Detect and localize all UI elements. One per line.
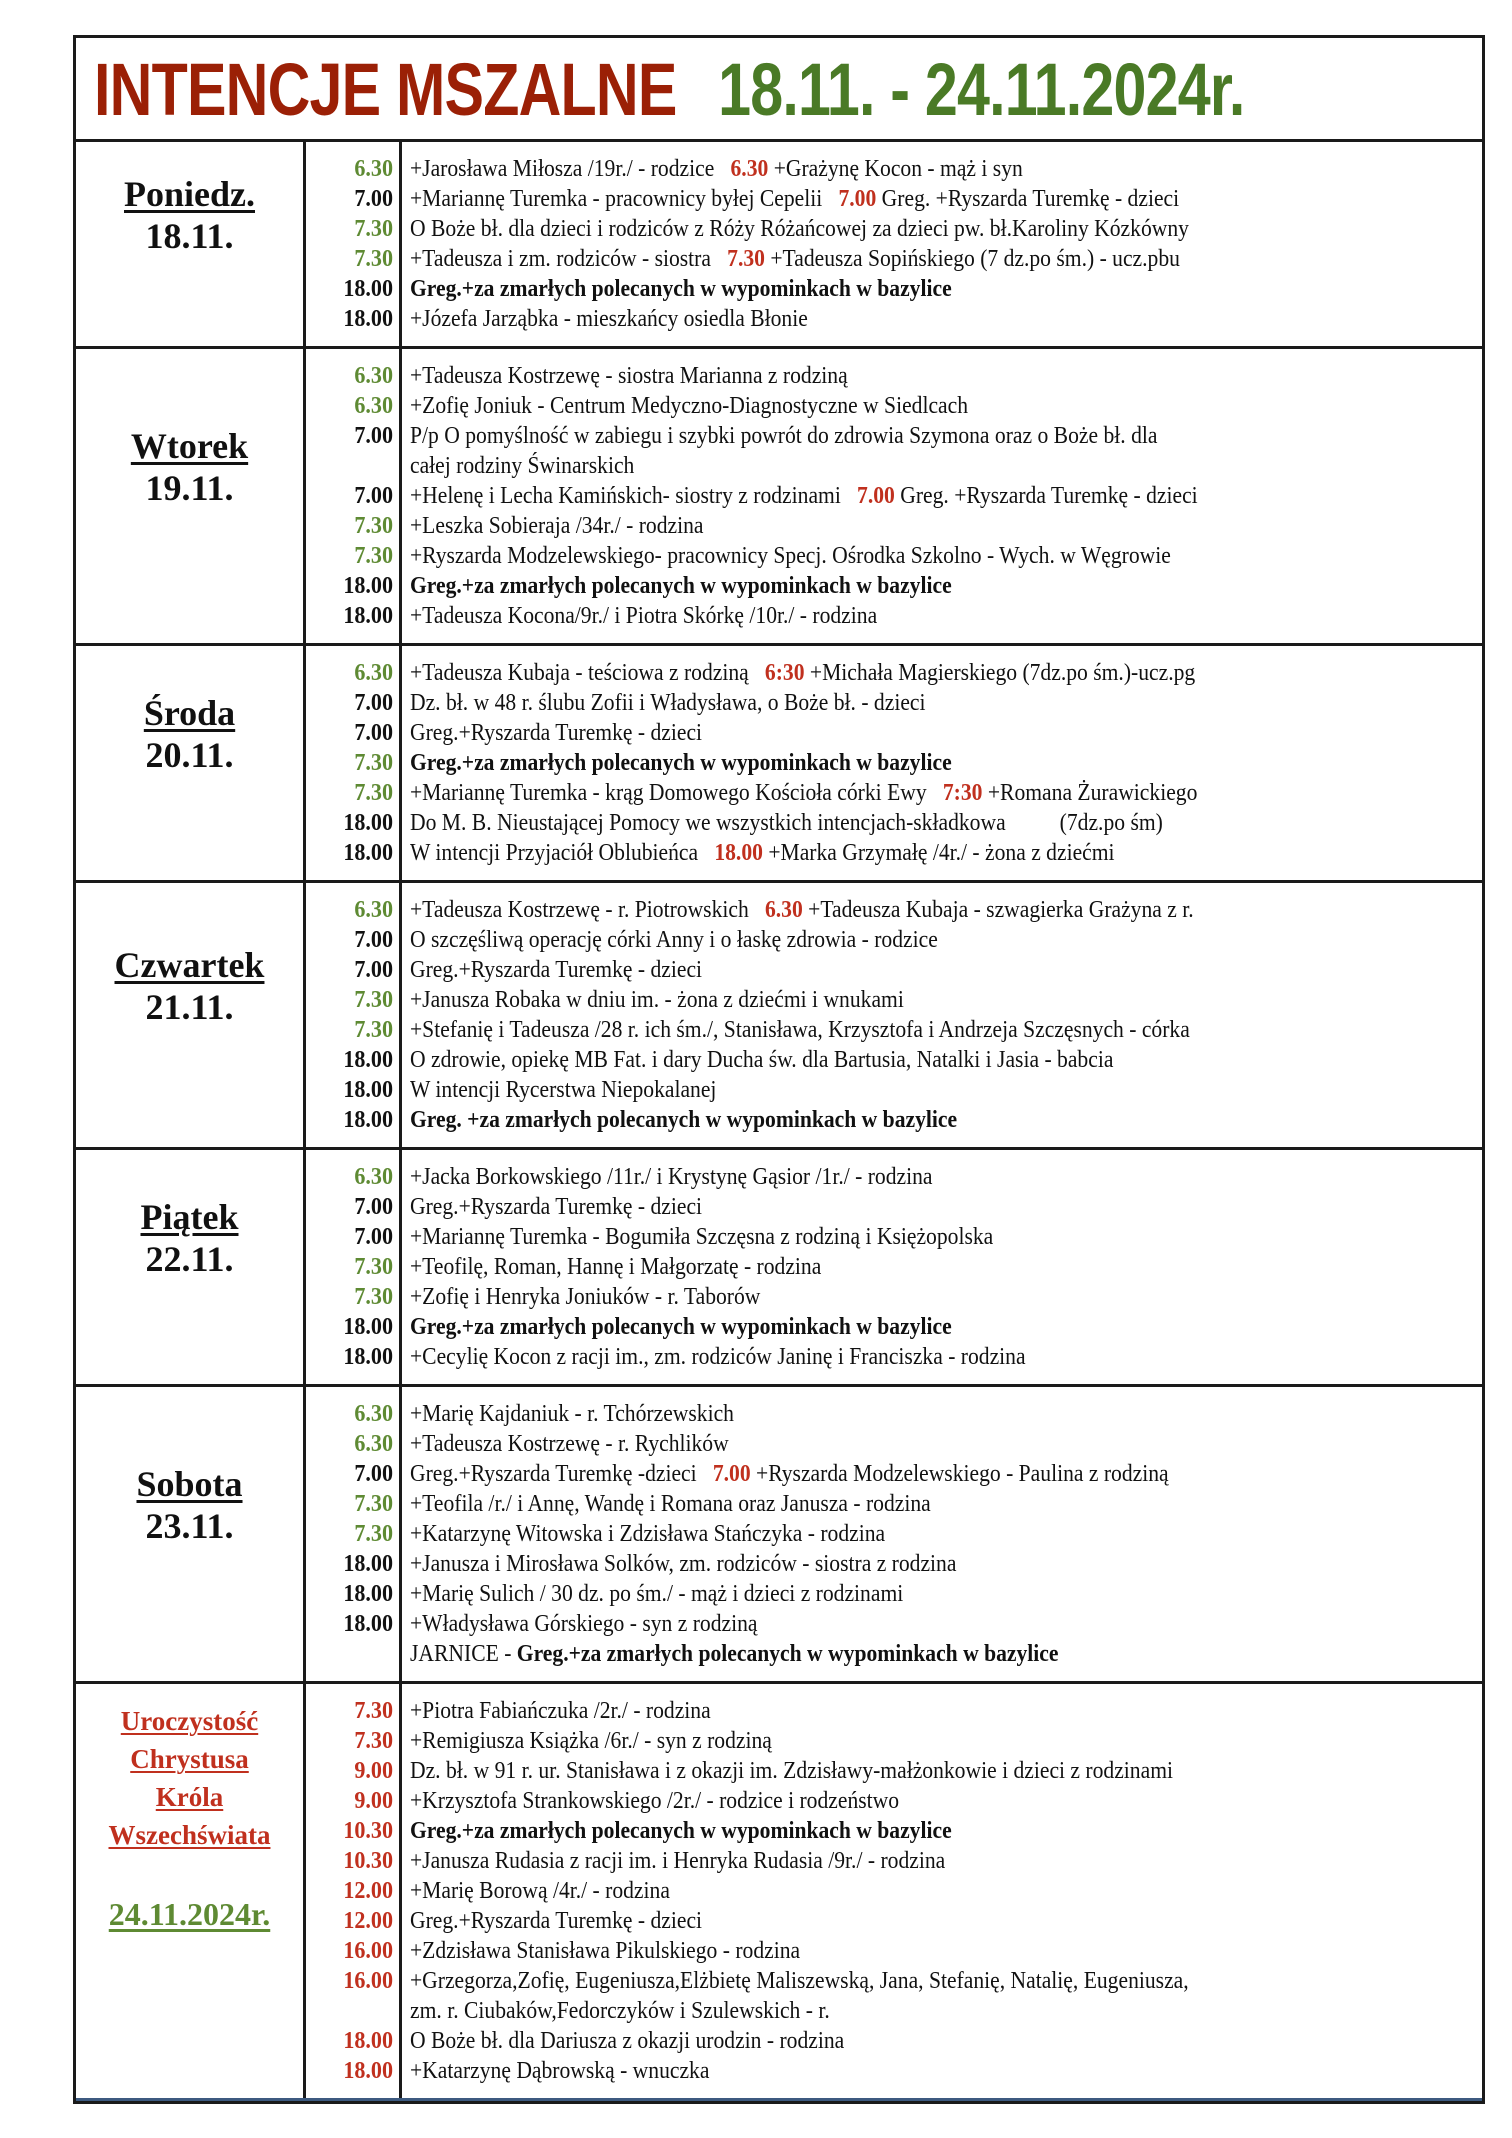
intention-line	[410, 361, 1375, 391]
mass-time: 18.00	[343, 1344, 393, 1370]
intention-text: +Mariannę Turemka - Bogumiła Szczęsna z rodziną i Księżopolska	[410, 1224, 994, 1250]
intention-text: +Tadeusza Kostrzewę - r. Piotrowskich	[410, 897, 749, 923]
intention-text: Greg.+za zmarłych polecanych w wypominkach w bazylice	[410, 573, 952, 599]
mass-time: 7.00	[354, 1461, 393, 1487]
intention-line	[410, 778, 1375, 808]
extra-mass-time: 6:30	[764, 660, 805, 686]
mass-time: 9.00	[354, 1758, 393, 1784]
day-label	[76, 142, 306, 346]
day-row	[76, 349, 1482, 646]
date-range: 18.11. - 24.11.2024r.	[718, 48, 1245, 131]
intention-text: +Stefanię i Tadeusza /28 r. ich śm./, Stanisława, Krzysztofa i Andrzeja Szczęsnych - córka	[410, 1017, 1190, 1043]
intention-line	[410, 1519, 1375, 1549]
mass-time: 7.30	[354, 1698, 393, 1724]
intention-text: Dz. bł. w 48 r. ślubu Zofii i Władysława, o Boże bł. - dzieci	[410, 690, 926, 716]
intention-line	[410, 808, 1375, 838]
intention-line	[410, 1696, 1375, 1726]
intention-text: +Cecylię Kocon z racji im., zm. rodziców Janinę i Franciszka - rodzina	[410, 1344, 1026, 1370]
intention-text: zm. r. Ciubaków,Fedorczyków i Szulewskich - r.	[410, 1998, 830, 2024]
mass-time: 7.30	[354, 1491, 393, 1517]
intention-text: Greg.+za zmarłych polecanych w wypominkach w bazylice	[410, 276, 952, 302]
intention-text: W intencji Przyjaciół Oblubieńca	[410, 840, 699, 866]
intention-text: Greg.+Ryszarda Turemkę - dzieci	[410, 1908, 703, 1934]
intention-line	[410, 1105, 1375, 1135]
intention-text: +Marię Kajdaniuk - r. Tchórzewskich	[410, 1401, 734, 1427]
intention-text: +Józefa Jarząbka - mieszkańcy osiedla Błonie	[410, 306, 808, 332]
intention-text: +Tadeusza i zm. rodziców - siostra	[410, 246, 711, 272]
mass-time: 7.00	[354, 927, 393, 953]
intention-text: +Leszka Sobieraja /34r./ - rodzina	[410, 513, 704, 539]
extra-mass-time: 7.00	[857, 483, 895, 509]
intention-line	[410, 2056, 1375, 2086]
mass-time: 18.00	[343, 573, 393, 599]
mass-time: 7.00	[354, 690, 393, 716]
time-column	[306, 646, 402, 880]
day-date: 19.11.	[145, 468, 234, 508]
mass-time: 12.00	[343, 1908, 393, 1934]
mass-time: 18.00	[343, 2028, 393, 2054]
mass-time: 12.00	[343, 1878, 393, 1904]
mass-time: 18.00	[343, 276, 393, 302]
sunday-date: 24.11.2024r.	[108, 1896, 271, 1932]
intention-line	[410, 481, 1375, 511]
mass-time: 6.30	[354, 1164, 393, 1190]
mass-time: 6.30	[354, 660, 393, 686]
intention-line	[410, 1786, 1375, 1816]
mass-time	[313, 1996, 393, 2026]
intention-line	[410, 688, 1375, 718]
intention-line	[410, 1966, 1375, 1996]
day-row	[76, 1150, 1482, 1387]
intention-line	[410, 1075, 1375, 1105]
day-label	[76, 1387, 306, 1681]
mass-time: 6.30	[354, 156, 393, 182]
intention-line	[410, 1399, 1375, 1429]
day-date: 21.11.	[145, 987, 234, 1027]
day-label	[76, 883, 306, 1147]
intention-text: P/p O pomyślność w zabiegu i szybki powrót do zdrowia Szymona oraz o Boże bł. dla	[410, 423, 1158, 449]
intention-text: Greg.+Ryszarda Turemkę - dzieci	[410, 720, 703, 746]
mass-time: 7.30	[354, 1017, 393, 1043]
intention-text: +Tadeusza Sopińskiego (7 dz.po śm.) - ucz.pbu	[770, 246, 1180, 272]
intention-text: +Teofilę, Roman, Hannę i Małgorzatę - rodzina	[410, 1254, 822, 1280]
sunday-title-line: Uroczystość	[120, 1706, 259, 1736]
mass-time: 18.00	[343, 840, 393, 866]
intention-line	[410, 1906, 1375, 1936]
intention-text: +Katarzynę Dąbrowską - wnuczka	[410, 2058, 710, 2084]
mass-time: 7.30	[354, 1521, 393, 1547]
mass-time: 7.00	[354, 423, 393, 449]
intention-text: +Teofila /r./ i Annę, Wandę i Romana oraz Janusza - rodzina	[410, 1491, 931, 1517]
intention-text: +Tadeusza Kostrzewę - siostra Marianna z rodziną	[410, 363, 848, 389]
intention-line	[410, 748, 1375, 778]
day-name: Sobota	[136, 1464, 243, 1504]
mass-time	[313, 451, 393, 481]
sunday-title-line: Króla	[155, 1782, 224, 1812]
intention-line	[410, 1015, 1375, 1045]
intention-text: +Zofię i Henryka Joniuków - r. Taborów	[410, 1284, 761, 1310]
intention-line	[410, 541, 1375, 571]
time-column	[306, 142, 402, 346]
mass-time: 7.30	[354, 246, 393, 272]
intention-text: O Boże bł. dla dzieci i rodziców z Róży Różańcowej za dzieci pw. bł.Karoliny Kózkówny	[410, 216, 1189, 242]
mass-time: 7.30	[354, 543, 393, 569]
day-name: Poniedz.	[124, 174, 255, 214]
mass-time: 18.00	[343, 1047, 393, 1073]
mass-time: 7.00	[354, 483, 393, 509]
intention-line	[410, 274, 1375, 304]
intention-text: +Romana Żurawickiego	[987, 780, 1198, 806]
intention-line	[410, 2026, 1375, 2056]
intention-line	[410, 1252, 1375, 1282]
intentions-column	[402, 1684, 1482, 2098]
intention-line	[410, 1312, 1375, 1342]
intention-line	[410, 1192, 1375, 1222]
intention-text: Greg. +Ryszarda Turemkę - dzieci	[900, 483, 1198, 509]
mass-time: 18.00	[343, 1551, 393, 1577]
mass-time: 16.00	[343, 1938, 393, 1964]
intention-text: O szczęśliwą operację córki Anny i o łaskę zdrowia - rodzice	[410, 927, 938, 953]
mass-time: 6.30	[354, 1401, 393, 1427]
mass-time: 7.30	[354, 1284, 393, 1310]
intention-line	[410, 1609, 1375, 1639]
intention-line	[410, 1489, 1375, 1519]
time-column	[306, 1387, 402, 1681]
mass-time: 7.30	[354, 216, 393, 242]
title	[94, 48, 1245, 132]
mass-time: 6.30	[354, 363, 393, 389]
intention-text: +Krzysztofa Strankowskiego /2r./ - rodzice i rodzeństwo	[410, 1788, 900, 1814]
intention-line	[410, 1996, 1375, 2026]
mass-time: 16.00	[343, 1968, 393, 1994]
intention-text: Greg.+za zmarłych polecanych w wypominkach w bazylice	[410, 1818, 952, 1844]
intention-text: +Ryszarda Modzelewskiego - Paulina z rodziną	[756, 1461, 1169, 1487]
intention-line	[410, 1549, 1375, 1579]
extra-mass-time: 18.00	[714, 840, 763, 866]
intention-line	[410, 1579, 1375, 1609]
intention-line	[410, 1876, 1375, 1906]
intention-text: +Mariannę Turemka - krąg Domowego Kościoła córki Ewy	[410, 780, 927, 806]
mass-time: 7.30	[354, 987, 393, 1013]
extra-mass-time: 7.30	[727, 246, 765, 272]
intention-text: +Piotra Fabiańczuka /2r./ - rodzina	[410, 1698, 711, 1724]
mass-time: 18.00	[343, 2058, 393, 2084]
extra-mass-time: 6.30	[764, 897, 803, 923]
intention-line	[410, 1846, 1375, 1876]
mass-time: 7.30	[354, 513, 393, 539]
intention-line	[410, 1045, 1375, 1075]
mass-time: 7.30	[354, 1728, 393, 1754]
intention-line	[410, 658, 1375, 688]
time-column	[306, 1684, 402, 2098]
intention-text: O Boże bł. dla Dariusza z okazji urodzin - rodzina	[410, 2028, 845, 2054]
day-name: Wtorek	[130, 426, 249, 466]
mass-time: 18.00	[343, 1077, 393, 1103]
intention-line	[410, 838, 1375, 868]
time-column	[306, 883, 402, 1147]
days-table	[76, 142, 1482, 1684]
intention-text: +Marię Sulich / 30 dz. po śm./ - mąż i dzieci z rodzinami	[410, 1581, 904, 1607]
mass-time: 6.30	[354, 1431, 393, 1457]
intention-line	[410, 451, 1375, 481]
intention-text: Greg. +za zmarłych polecanych w wypominkach w bazylice	[410, 1107, 958, 1133]
day-name: Środa	[143, 693, 236, 733]
intention-line	[410, 154, 1375, 184]
intention-text: całej rodziny Świnarskich	[410, 453, 635, 479]
intentions-column	[402, 349, 1482, 643]
intention-line	[410, 601, 1375, 631]
intention-line	[410, 214, 1375, 244]
intention-text: +Zdzisława Stanisława Pikulskiego - rodzina	[410, 1938, 801, 1964]
intention-text: +Janusza Robaka w dniu im. - żona z dziećmi i wnukami	[410, 987, 904, 1013]
intention-text: Greg.+za zmarłych polecanych w wypominkach w bazylice	[410, 750, 952, 776]
day-row	[76, 1387, 1482, 1684]
intention-line	[410, 244, 1375, 274]
mass-time: 10.30	[343, 1848, 393, 1874]
intention-line	[410, 304, 1375, 334]
intentions-column	[402, 142, 1482, 346]
intentions-column	[402, 1387, 1482, 1681]
mass-time: 18.00	[343, 1314, 393, 1340]
intention-text: Do M. B. Nieustającej Pomocy we wszystkich intencjach-składkowa	[410, 810, 1006, 836]
intention-line	[410, 1816, 1375, 1846]
intention-line	[410, 985, 1375, 1015]
intention-text: +Jarosława Miłosza /19r./ - rodzice	[410, 156, 715, 182]
mass-time: 6.30	[354, 393, 393, 419]
day-date: 18.11.	[145, 216, 234, 256]
day-row	[76, 883, 1482, 1150]
intentions-sheet	[73, 35, 1485, 2104]
mass-time: 18.00	[343, 1107, 393, 1133]
mass-time: 7.00	[354, 186, 393, 212]
intention-text: JARNICE -	[410, 1641, 517, 1667]
day-date: 23.11.	[145, 1506, 234, 1546]
intention-text: +Władysława Górskiego - syn z rodziną	[410, 1611, 758, 1637]
mass-time: 7.00	[354, 957, 393, 983]
extra-mass-time: 7.00	[712, 1461, 751, 1487]
intention-text: +Marka Grzymałę /4r./ - żona z dziećmi	[768, 840, 1115, 866]
mass-time: 7.00	[354, 1194, 393, 1220]
intention-line	[410, 895, 1375, 925]
day-label	[76, 1150, 306, 1384]
intention-text: Greg.+Ryszarda Turemkę - dzieci	[410, 1194, 703, 1220]
intention-line	[410, 421, 1375, 451]
mass-time: 7.30	[354, 750, 393, 776]
mass-time: 10.30	[343, 1818, 393, 1844]
mass-time: 7.00	[354, 1224, 393, 1250]
time-column	[306, 349, 402, 643]
day-label-sunday	[76, 1684, 306, 2098]
intention-text: Greg.+za zmarłych polecanych w wypominkach w bazylice	[410, 1314, 952, 1340]
intention-text: +Katarzynę Witowska i Zdzisława Stańczyka - rodzina	[410, 1521, 886, 1547]
mass-time: 7.00	[354, 720, 393, 746]
intention-text: +Grażynę Kocon - mąż i syn	[773, 156, 1023, 182]
intention-text: +Remigiusza Książka /6r./ - syn z rodziną	[410, 1728, 772, 1754]
intention-text: +Marię Borową /4r./ - rodzina	[410, 1878, 670, 1904]
day-row	[76, 646, 1482, 883]
intention-line	[410, 1459, 1375, 1489]
day-label	[76, 349, 306, 643]
intention-line	[410, 718, 1375, 748]
intention-text: +Jacka Borkowskiego /11r./ i Krystynę Gąsior /1r./ - rodzina	[410, 1164, 933, 1190]
mass-time: 18.00	[343, 1611, 393, 1637]
intention-text: +Helenę i Lecha Kamińskich- siostry z rodzinami	[410, 483, 841, 509]
intention-text: +Tadeusza Kubaja - teściowa z rodziną	[410, 660, 749, 686]
mass-time: 18.00	[343, 810, 393, 836]
intention-text: Greg. +Ryszarda Turemkę - dzieci	[881, 186, 1180, 212]
extra-mass-time: 6.30	[730, 156, 769, 182]
intention-text: +Janusza Rudasia z racji im. i Henryka Rudasia /9r./ - rodzina	[410, 1848, 946, 1874]
intention-line	[410, 1162, 1375, 1192]
day-row	[76, 142, 1482, 349]
intention-text: +Tadeusza Kostrzewę - r. Rychlików	[410, 1431, 729, 1457]
day-label	[76, 646, 306, 880]
intention-text: +Mariannę Turemka - pracownicy byłej Cepelii	[410, 186, 823, 212]
extra-mass-time: 7.00	[838, 186, 877, 212]
intention-line	[410, 955, 1375, 985]
intention-line	[410, 184, 1375, 214]
sunday-title-line: Chrystusa	[130, 1744, 249, 1774]
day-name: Czwartek	[114, 945, 265, 985]
intention-line	[410, 511, 1375, 541]
intention-line	[410, 925, 1375, 955]
intention-line	[410, 1429, 1375, 1459]
day-row-sunday	[76, 1684, 1482, 2101]
intentions-column	[402, 646, 1482, 880]
mass-time: 18.00	[343, 603, 393, 629]
intention-text: Greg.+za zmarłych polecanych w wypominkach w bazylice	[516, 1641, 1059, 1667]
sunday-title-line: Wszechświata	[108, 1820, 271, 1850]
intention-text: +Tadeusza Kocona/9r./ i Piotra Skórkę /10r./ - rodzina	[410, 603, 878, 629]
intention-text: +Ryszarda Modzelewskiego- pracownicy Specj. Ośrodka Szkolno - Wych. w Węgrowie	[410, 543, 1171, 569]
intention-line	[410, 571, 1375, 601]
day-name: Piątek	[140, 1197, 239, 1237]
intentions-column	[402, 1150, 1482, 1384]
intentions-column	[402, 883, 1482, 1147]
intention-line	[410, 1342, 1375, 1372]
intention-text: O zdrowie, opiekę MB Fat. i dary Ducha św. dla Bartusia, Natalki i Jasia - babcia	[410, 1047, 1114, 1073]
intention-text: W intencji Rycerstwa Niepokalanej	[410, 1077, 717, 1103]
intention-line	[410, 1222, 1375, 1252]
page-title: INTENCJE MSZALNE	[94, 48, 677, 131]
intention-text: +Tadeusza Kubaja - szwagierka Grażyna z r.	[808, 897, 1194, 923]
day-date: 22.11.	[145, 1239, 234, 1279]
intention-text: +Michała Magierskiego (7dz.po śm.)-ucz.pg	[809, 660, 1196, 686]
intention-text: +Grzegorza,Zofię, Eugeniusza,Elżbietę Maliszewską, Jana, Stefanię, Natalię, Eugeniusza,	[410, 1968, 1189, 1994]
mass-time: 18.00	[343, 1581, 393, 1607]
mass-time	[313, 1639, 393, 1669]
intention-line	[410, 1726, 1375, 1756]
intention-text: Greg.+Ryszarda Turemkę -dzieci	[410, 1461, 697, 1487]
header	[76, 38, 1482, 142]
intention-text: +Zofię Joniuk - Centrum Medyczno-Diagnostyczne w Siedlcach	[410, 393, 969, 419]
mass-time: 9.00	[354, 1788, 393, 1814]
time-column	[306, 1150, 402, 1384]
mass-time: 18.00	[343, 306, 393, 332]
mass-time: 7.30	[354, 1254, 393, 1280]
intention-line	[410, 1282, 1375, 1312]
intention-note: (7dz.po śm)	[1059, 810, 1163, 836]
intention-line	[410, 391, 1375, 421]
mass-time: 6.30	[354, 897, 393, 923]
mass-time: 7.30	[354, 780, 393, 806]
intention-line	[410, 1756, 1375, 1786]
intention-line	[410, 1936, 1375, 1966]
intention-line	[410, 1639, 1375, 1669]
intention-text: +Janusza i Mirosława Solków, zm. rodziców - siostra z rodzina	[410, 1551, 957, 1577]
day-date: 20.11.	[145, 735, 234, 775]
intention-text: Dz. bł. w 91 r. ur. Stanisława i z okazji im. Zdzisławy-małżonkowie i dzieci z rodzinami	[410, 1758, 1174, 1784]
intention-text: Greg.+Ryszarda Turemkę - dzieci	[410, 957, 703, 983]
extra-mass-time: 7:30	[942, 780, 983, 806]
